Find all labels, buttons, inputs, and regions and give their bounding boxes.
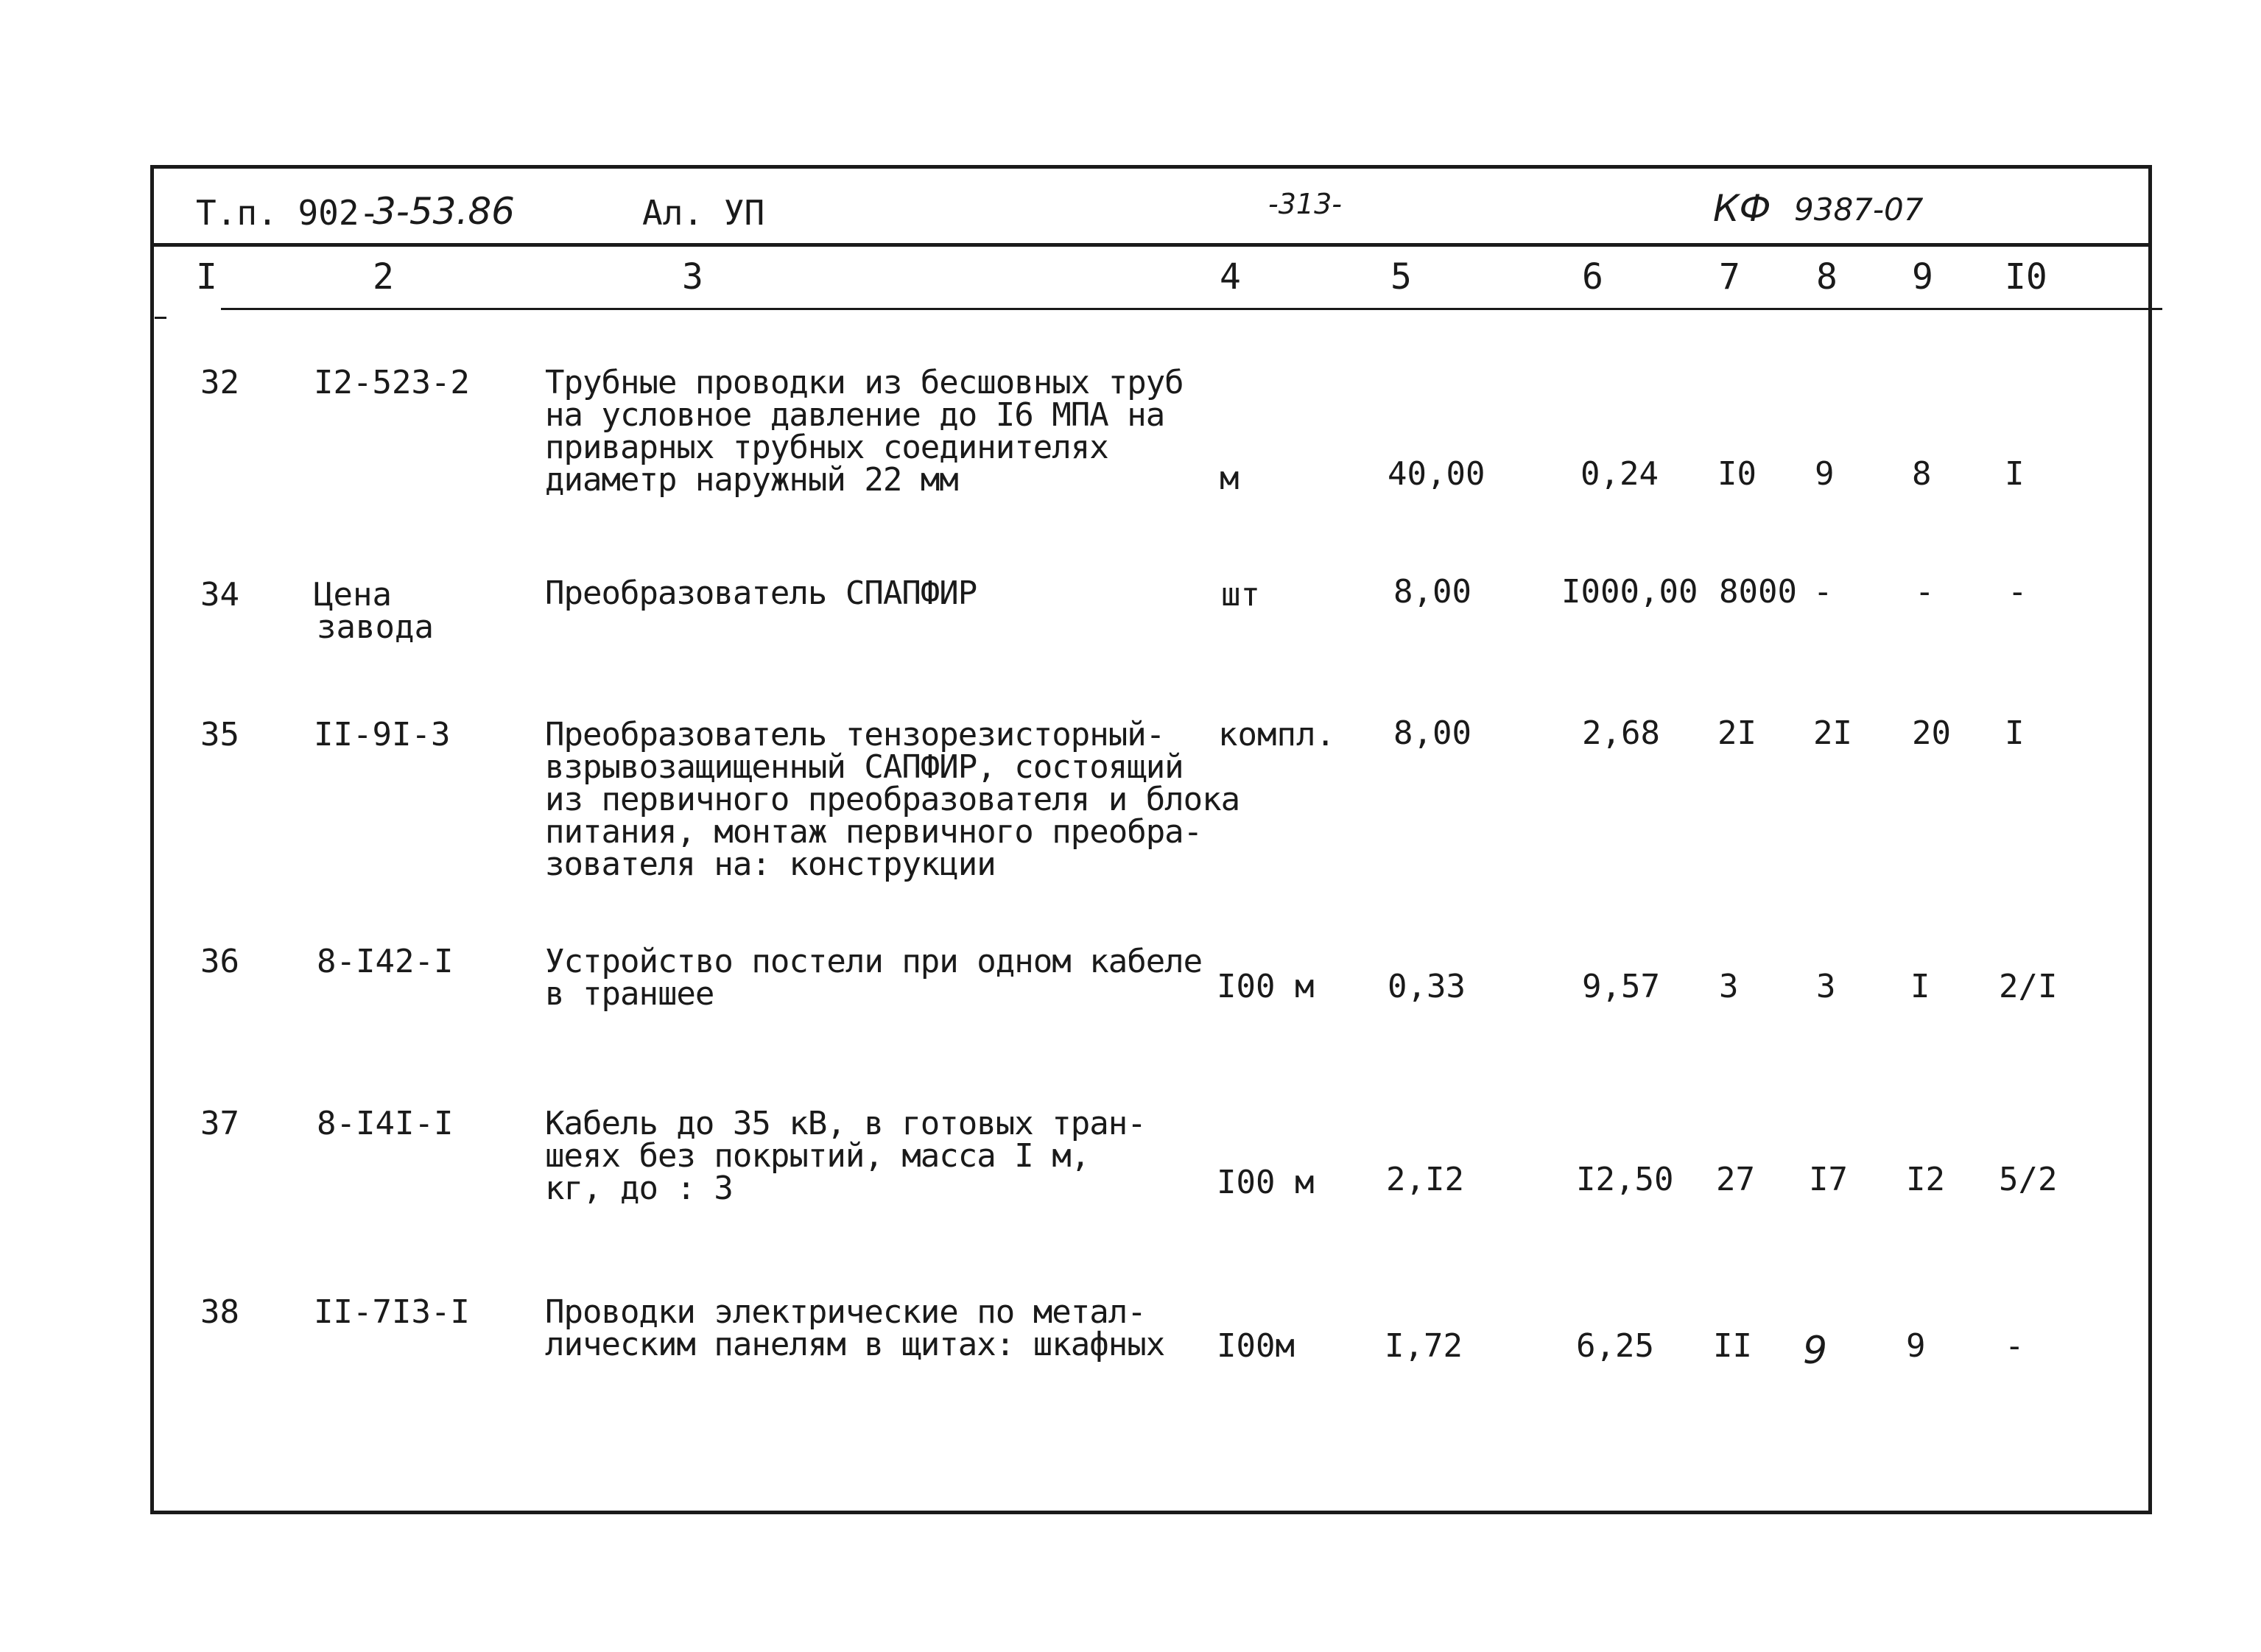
rate-code: II-9I-3: [314, 716, 451, 753]
work-description: Преобразователь СПАПФИР: [545, 574, 977, 612]
col7-value: 2I: [1717, 714, 1757, 752]
page-number: -313-: [1268, 188, 1342, 220]
col7-value: 3: [1719, 968, 1739, 1005]
column-header-divider: [221, 308, 2162, 310]
row-number: 38: [200, 1293, 239, 1331]
rate-code: I2-523-2: [314, 364, 470, 401]
quantity: 0,33: [1388, 968, 1466, 1005]
col10-value: -: [2008, 573, 2028, 611]
column-number-1: I: [196, 256, 217, 298]
header-divider: [150, 243, 2152, 247]
work-description: Проводки электрические по метал- лическим панелям в щитах: шкафных: [545, 1293, 1165, 1363]
work-description: Преобразователь тензорезисторный- взрывозащищенный САПФИР, состоящий из первичного преобразователя и блока питания, монтаж первичного преобра- зователя на: конструкции: [545, 716, 1240, 883]
unit: м: [1220, 460, 1239, 497]
column-number-3: 3: [682, 256, 703, 298]
quantity: I,72: [1385, 1327, 1463, 1365]
work-description: Трубные проводки из бесшовных труб на условное давление до I6 МПА на приварных трубных соединителях диаметр наружный 22 мм: [545, 364, 1184, 499]
quantity: 40,00: [1388, 455, 1485, 493]
column-number-6: 6: [1582, 256, 1603, 298]
column-number-2: 2: [373, 256, 394, 298]
col8-value: 9: [1815, 455, 1835, 493]
col9-value: I2: [1906, 1161, 1945, 1198]
col9-value: 8: [1912, 455, 1932, 493]
quantity: 8,00: [1393, 573, 1471, 611]
unit-price: 2,68: [1582, 714, 1660, 752]
col7-value: 8000: [1719, 573, 1797, 611]
row-number: 37: [200, 1105, 239, 1142]
work-description: Устройство постели при одном кабеле в траншее: [545, 943, 1203, 1013]
col10-value: I: [2005, 455, 2025, 493]
unit-price: I000,00: [1561, 573, 1698, 611]
col7-value: 27: [1716, 1161, 1755, 1198]
rate-code: II-7I3-I: [314, 1293, 470, 1331]
rate-code-line2: завода: [317, 608, 434, 646]
col8-value: I7: [1809, 1161, 1848, 1198]
unit-price: I2,50: [1576, 1161, 1674, 1198]
col9-value: 20: [1912, 714, 1951, 752]
column-number-10: I0: [2005, 256, 2047, 298]
col9-value: I: [1910, 968, 1930, 1005]
col8-value: 2I: [1813, 714, 1852, 752]
col10-value: -: [2005, 1327, 2025, 1365]
unit: шт: [1221, 576, 1260, 614]
col7-value: I0: [1717, 455, 1757, 493]
unit-price: 9,57: [1582, 968, 1660, 1005]
row-number: 32: [200, 364, 239, 401]
column-number-5: 5: [1390, 256, 1412, 298]
unit-price: 6,25: [1576, 1327, 1654, 1365]
col7-value: II: [1713, 1327, 1752, 1365]
document-code-prefix: КФ: [1713, 187, 1771, 230]
document-code-number: 9387-07: [1794, 191, 1924, 228]
quantity: 8,00: [1393, 714, 1471, 752]
column-number-9: 9: [1912, 256, 1933, 298]
col9-value: 9: [1906, 1327, 1926, 1365]
rate-code: 8-I4I-I: [317, 1105, 454, 1142]
project-series: 3-53.86: [373, 190, 515, 233]
column-number-4: 4: [1220, 256, 1241, 298]
rate-code: Цена: [314, 576, 392, 614]
col8-value: -: [1813, 573, 1833, 611]
col10-value: 2/I: [1999, 968, 2058, 1005]
col10-value: I: [2005, 714, 2025, 752]
unit: компл.: [1218, 716, 1335, 753]
unit: I00 м: [1217, 968, 1315, 1005]
margin-tick: [155, 317, 166, 319]
col9-value: -: [1915, 573, 1935, 611]
project-number-prefix: Т.п. 902-: [196, 193, 380, 233]
quantity: 2,I2: [1386, 1161, 1464, 1198]
row-number: 34: [200, 576, 239, 614]
row-number: 35: [200, 716, 239, 753]
rate-code: 8-I42-I: [317, 943, 454, 980]
column-number-7: 7: [1719, 256, 1740, 298]
unit-price: 0,24: [1580, 455, 1659, 493]
col8-value: 9: [1803, 1329, 1828, 1373]
work-description: Кабель до 35 кВ, в готовых тран- шеях без покрытий, масса I м, кг, до : 3: [545, 1105, 1146, 1207]
album-label: Ал. УП: [642, 193, 765, 233]
row-number: 36: [200, 943, 239, 980]
unit: I00 м: [1217, 1164, 1315, 1201]
column-number-8: 8: [1816, 256, 1838, 298]
col10-value: 5/2: [1999, 1161, 2058, 1198]
unit: I00м: [1217, 1327, 1295, 1365]
col8-value: 3: [1816, 968, 1836, 1005]
